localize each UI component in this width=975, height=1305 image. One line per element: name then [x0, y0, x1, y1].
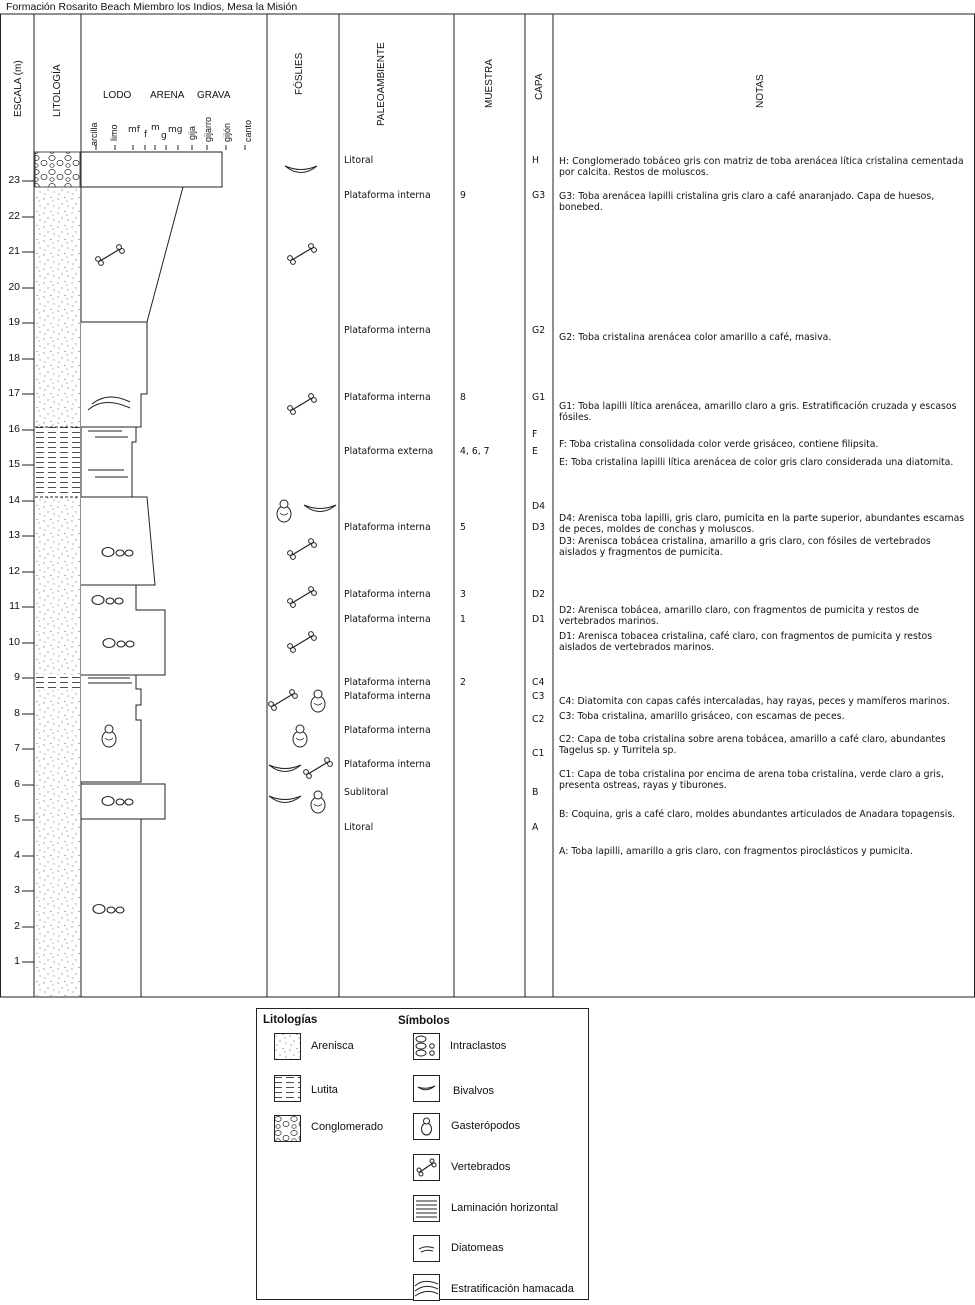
paleo-entry: Plataforma interna — [344, 392, 431, 403]
capa-entry: C3 — [532, 691, 545, 702]
scale-tick-label: 7 — [14, 742, 20, 754]
paleo-entry: Sublitoral — [344, 787, 389, 798]
capa-entry: C4 — [532, 677, 545, 688]
grain-size-label: g — [161, 131, 167, 141]
note-entry: D4: Arenisca toba lapilli, gris claro, pumicita en la parte superior, abundantes escamas de peces, moldes de conchas y moluscos. — [559, 513, 965, 535]
legend-intraclastos-label: Intraclastos — [450, 1040, 507, 1052]
scale-tick-label: 11 — [9, 600, 20, 612]
legend-diatomeas-label: Diatomeas — [451, 1242, 504, 1254]
capa-entry: D3 — [532, 522, 546, 533]
intraclasts-icon — [413, 1033, 440, 1060]
grain-group-grava: GRAVA — [197, 90, 231, 101]
scale-tick-label: 1 — [14, 955, 20, 967]
muestra-entry: 3 — [460, 589, 466, 600]
capa-entry: C1 — [532, 748, 545, 759]
grain-group-lodo: LODO — [103, 90, 132, 101]
legend-vertebrados-label: Vertebrados — [451, 1161, 511, 1173]
grain-size-label: limo — [109, 124, 119, 141]
scale-tick-label: 16 — [8, 423, 20, 435]
paleo-entry: Litoral — [344, 155, 374, 166]
grain-size-profile — [81, 152, 222, 997]
figure-title: Formación Rosarito Beach Miembro los Indios, Mesa la Misión — [6, 1, 298, 13]
note-entry: C1: Capa de toba cristalina por encima de arena toba cristalina, verde claro a gris, presenta ostreas, rayas y tiburones. — [559, 769, 944, 791]
scale-tick-label: 4 — [14, 849, 20, 861]
bivalve-icon — [413, 1075, 440, 1102]
legend-lithologies-title: Litologías — [263, 1014, 318, 1026]
note-entry: C4: Diatomita con capas cafés intercaladas, hay rayas, peces y mamíferos marinos. — [559, 696, 950, 707]
scale-tick-label: 9 — [14, 671, 20, 683]
muestra-entry: 8 — [460, 392, 466, 403]
note-entry: A: Toba lapilli, amarillo a gris claro, con fragmentos piroclásticos y pumicita. — [559, 846, 913, 857]
grain-size-label: mf — [128, 125, 140, 135]
legend-box — [256, 1008, 589, 1300]
note-entry: D2: Arenisca tobácea, amarillo claro, con fragmentos de pumicita y restos de vertebrados marinos. — [559, 605, 920, 627]
capa-entry: D1 — [532, 614, 546, 625]
grain-size-label: f — [144, 130, 148, 140]
paleo-entry: Plataforma interna — [344, 589, 431, 600]
scale-tick-label: 3 — [14, 884, 20, 896]
scale-tick-label: 10 — [8, 636, 20, 648]
horizontal-lamination-icon — [413, 1195, 440, 1222]
paleo-entry: Plataforma interna — [344, 190, 431, 201]
capa-entry: D4 — [532, 501, 546, 512]
legend-lutita-label: Lutita — [311, 1084, 338, 1096]
note-entry: D3: Arenisca tobácea cristalina, amarillo a gris claro, con fósiles de vertebrados aislados y fragmentos de pumicita. — [559, 536, 931, 558]
scale-tick-label: 5 — [14, 813, 20, 825]
header-fosiles: FÓSLIES — [294, 52, 305, 95]
scale-tick-label: 23 — [8, 174, 20, 186]
scale-tick-label: 21 — [8, 245, 20, 257]
paleo-entry: Plataforma interna — [344, 725, 431, 736]
muestra-entry: 5 — [460, 522, 466, 533]
capa-entry: G1 — [532, 392, 546, 403]
note-entry: H: Conglomerado tobáceo gris con matriz de toba arenácea lítica cristalina cementada por calcita. Restos de moluscos. — [559, 156, 964, 178]
note-entry: F: Toba cristalina consolidada color verde grisáceo, contiene filipsita. — [559, 439, 879, 450]
capa-entry: B — [532, 787, 539, 798]
scale-tick-label: 14 — [8, 494, 20, 506]
legend-gasteropodos-label: Gasterópodos — [451, 1120, 521, 1132]
paleo-entry: Plataforma interna — [344, 614, 431, 625]
paleo-entry: Plataforma interna — [344, 325, 431, 336]
capa-entry: D2 — [532, 589, 546, 600]
scale-tick-label: 12 — [8, 565, 20, 577]
grain-size-label: mg — [168, 125, 183, 135]
note-entry: D1: Arenisca tobacea cristalina, café claro, con fragmentos de pumicita y restos aislados de vertebrados marinos. — [559, 631, 933, 653]
header-escala: ESCALA (m) — [13, 60, 24, 117]
paleo-entry: Plataforma interna — [344, 677, 431, 688]
lithology-column — [35, 152, 80, 996]
paleo-entry: Plataforma externa — [344, 446, 434, 457]
scale-tick-label: 22 — [8, 210, 20, 222]
legend-conglomerado-label: Conglomerado — [311, 1121, 384, 1133]
muestra-entry: 9 — [460, 190, 466, 201]
capa-entry: A — [532, 822, 539, 833]
header-muestra: MUESTRA — [484, 59, 495, 108]
scale-tick-label: 6 — [14, 778, 20, 790]
hummocky-stratification-icon — [413, 1274, 440, 1301]
gastropod-icon — [413, 1113, 440, 1140]
lutita-swatch — [274, 1075, 301, 1102]
scale-tick-label: 20 — [8, 281, 20, 293]
grain-size-label: arcilla — [89, 122, 99, 146]
note-entry: C3: Toba cristalina, amarillo grisáceo, con escamas de peces. — [559, 711, 845, 722]
paleo-entry: Litoral — [344, 822, 374, 833]
header-litologia: LITOLOGÍA — [52, 64, 63, 117]
legend-arenisca-label: Arenisca — [311, 1040, 354, 1052]
scale-tick-label: 17 — [8, 387, 20, 399]
note-entry: C2: Capa de toba cristalina sobre arena tobácea, amarillo a café claro, abundantes Tagelus sp. y Turritela sp. — [559, 734, 946, 756]
vertebrate-bone-icon — [413, 1154, 440, 1181]
paleo-entry: Plataforma interna — [344, 759, 431, 770]
scale-tick-label: 8 — [14, 707, 20, 719]
scale-tick-label: 19 — [8, 316, 20, 328]
note-entry: G1: Toba lapilli lítica arenácea, amarillo claro a gris. Estratificación cruzada y escasos fósiles. — [559, 401, 957, 423]
capa-entry: G2 — [532, 325, 546, 336]
capa-entry: F — [532, 429, 538, 440]
conglomerado-swatch — [274, 1115, 301, 1142]
legend-laminacion-label: Laminación horizontal — [451, 1202, 559, 1214]
header-capa: CAPA — [534, 73, 545, 100]
diatom-icon — [413, 1235, 440, 1262]
grain-size-label: gijarro — [203, 116, 213, 142]
scale-tick-label: 2 — [14, 920, 20, 932]
header-paleoambiente: PALEOAMBIENTE — [376, 42, 387, 126]
header-notas: NOTAS — [755, 74, 766, 108]
legend-symbols-title: Símbolos — [398, 1015, 450, 1027]
grain-size-label: m — [151, 123, 160, 133]
capa-entry: G3 — [532, 190, 546, 201]
capa-entry: C2 — [532, 714, 545, 725]
paleo-entry: Plataforma interna — [344, 691, 431, 702]
note-entry: E: Toba cristalina lapilli lítica arenácea de color gris claro considerada una diatomita. — [559, 457, 954, 468]
scale-tick-label: 15 — [8, 458, 20, 470]
legend-bivalvos-label: Bivalvos — [453, 1085, 494, 1097]
note-entry: G3: Toba arenácea lapilli cristalina gris claro a café anaranjado. Capa de huesos, bonebed. — [559, 191, 935, 213]
arenisca-swatch — [274, 1033, 301, 1060]
muestra-entry: 4, 6, 7 — [460, 446, 490, 457]
scale-tick-label: 18 — [8, 352, 20, 364]
capa-entry: H — [532, 155, 539, 166]
paleo-entry: Plataforma interna — [344, 522, 431, 533]
capa-entry: E — [532, 446, 538, 457]
note-entry: B: Coquina, gris a café claro, moldes abundantes articulados de Anadara topagensis. — [559, 809, 956, 820]
muestra-entry: 2 — [460, 677, 466, 688]
note-entry: G2: Toba cristalina arenácea color amarillo a café, masiva. — [559, 332, 832, 343]
scale-tick-label: 13 — [8, 529, 20, 541]
grain-size-label: canto — [243, 119, 253, 142]
grain-group-arena: ARENA — [150, 90, 185, 101]
muestra-entry: 1 — [460, 614, 466, 625]
grain-size-label: gijón — [222, 122, 232, 142]
legend-hamacada-label: Estratificación hamacada — [451, 1283, 574, 1295]
fossils-column — [269, 166, 336, 813]
scale-axis — [22, 150, 34, 997]
grain-size-label: gija — [187, 125, 197, 140]
